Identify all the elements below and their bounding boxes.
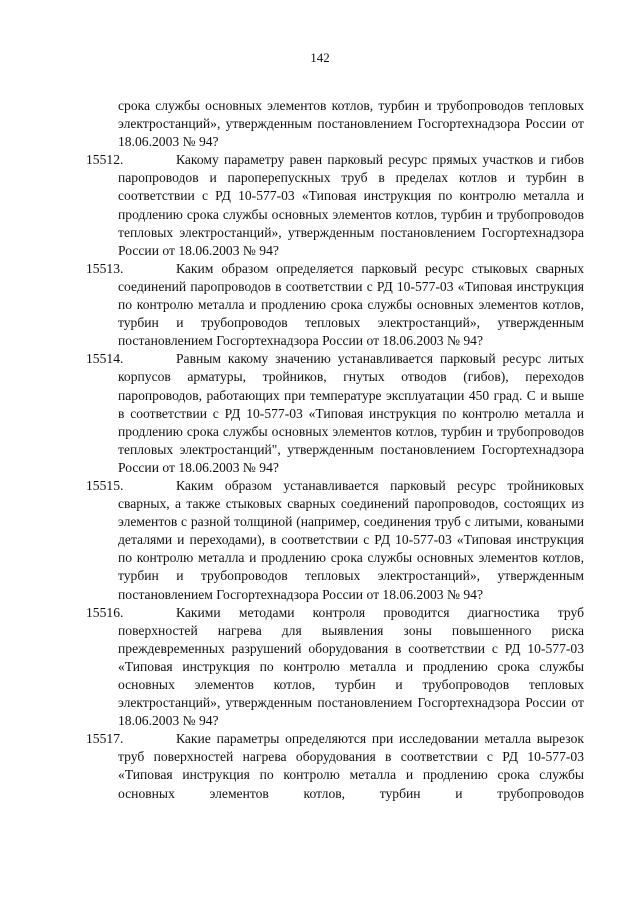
- question-item: [86, 730, 584, 802]
- page-number: 142: [310, 50, 330, 65]
- question-number: 15513.: [86, 260, 124, 276]
- question-text: Равным какому значению устанавливается парковый ресурс литых корпусов арматуры, тройников, гнутых отводов (гибов), переходов паропроводов, работающих при температуре эксплуатации 450 град. С и выше в соответствии с РД 10-577-03 «Типовая инструкция по контролю металла и продлению срока службы основных элементов котлов, турбин и трубопроводов тепловых электростанций", утвержденным постановлением Госгортехнадзора России от 18.06.2003 № 94?: [118, 351, 584, 475]
- question-item: [86, 604, 584, 731]
- lead-paragraph: срока службы основных элементов котлов, турбин и трубопроводов тепловых электростанций», утвержденным постановлением Госгортехнадзора России от 18.06.2003 № 94?: [118, 98, 584, 150]
- question-text: Каким образом устанавливается парковый ресурс тройниковых сварных, а также стыковых сварных соединений паропроводов, состоящих из элементов с разной толщиной (например, соединения труб с литыми, коваными деталями и переходами), в соответствии с РД 10-577-03 «Типовая инструкция по контролю металла и продлению срока службы основных элементов котлов, турбин и трубопроводов тепловых электростанций», утвержденным постановлением Госгортехнадзора России от 18.06.2003 № 94?: [118, 477, 584, 602]
- question-text: Какими методами контроля проводится диагностика труб поверхностей нагрева для выявления зоны повышенного риска преждевременных разрушений оборудования в соответствии с РД 10-577-03 «Типовая инструкция по контролю металла и продлению срока службы основных элементов котлов, турбин и трубопроводов тепловых электростанций», утвержденным постановлением Госгортехнадзора России от 18.06.2003 № 94?: [118, 604, 584, 729]
- question-number: 15516.: [86, 604, 124, 620]
- question-number: 15515.: [86, 477, 124, 493]
- question-number: 15517.: [86, 731, 124, 747]
- question-text: Какие параметры определяются при исследовании металла вырезок труб поверхностей нагрева оборудования в соответствии с РД 10-577-03 «Типовая инструкция по контролю металла и продлению срока службы основных элементов котлов, турбин и трубопроводов: [118, 731, 584, 801]
- question-item: [86, 350, 584, 477]
- question-text: Каким образом определяется парковый ресурс стыковых сварных соединений паропроводов в соответствии с РД 10-577-03 «Типовая инструкция по контролю металла и продлению срока службы основных элементов котлов, турбин и трубопроводов тепловых электростанций», утвержденным постановлением Госгортехнадзора России от 18.06.2003 № 94?: [118, 260, 584, 349]
- question-number: 15512.: [86, 152, 124, 168]
- question-item: [86, 151, 584, 260]
- question-item: [86, 260, 584, 350]
- document-body: [86, 97, 584, 803]
- question-item: [86, 477, 584, 604]
- question-number: 15514.: [86, 351, 124, 367]
- question-text: Какому параметру равен парковый ресурс прямых участков и гибов паропроводов и пароперепускных труб в пределах котлов и турбин в соответствии с РД 10-577-03 «Типовая инструкция по контролю металла и продлению срока службы основных элементов котлов, турбин и трубопроводов тепловых электростанций», утвержденным постановлением Госгортехнадзора России от 18.06.2003 № 94?: [118, 152, 584, 258]
